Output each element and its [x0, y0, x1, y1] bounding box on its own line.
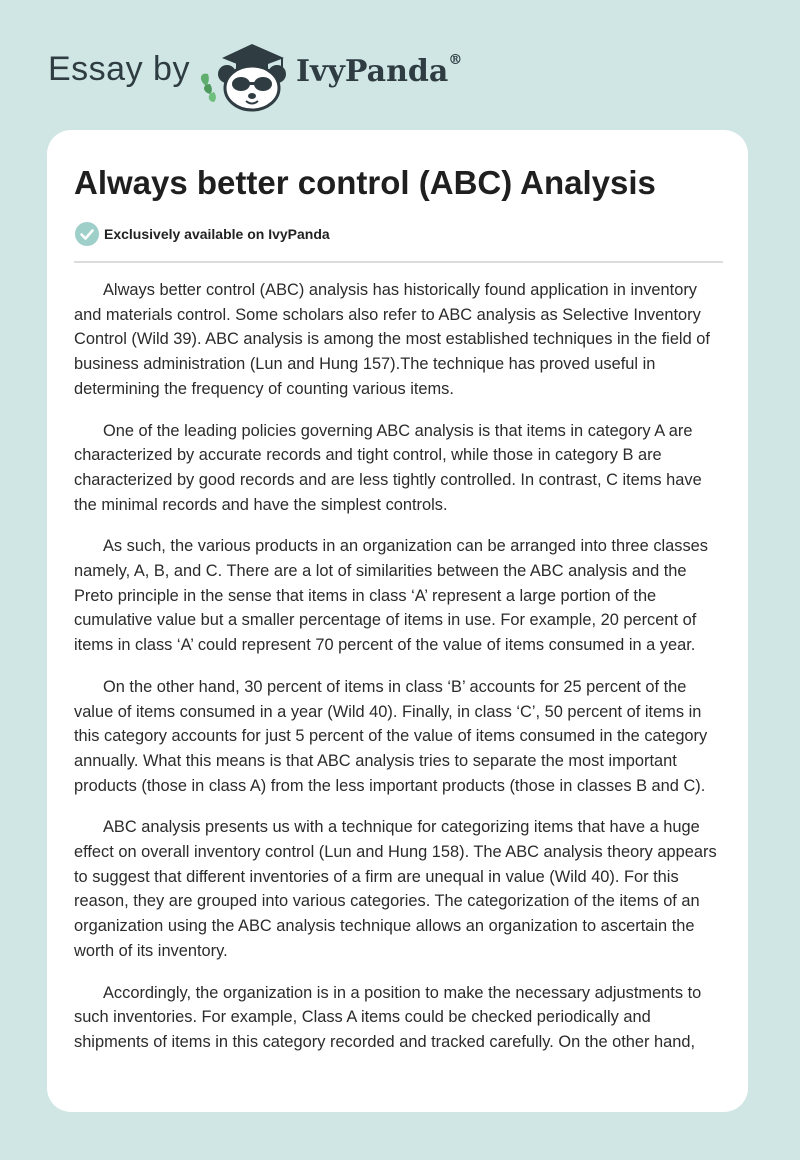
exclusive-badge [74, 221, 330, 247]
paragraph: One of the leading policies governing ABC analysis is that items in category A are characterized by accurate records and tight control, while those in category B are characterized by good records and are less tightly controlled. In contrast, C items have the minimal records and have the simplest controls. [74, 421, 702, 514]
check-circle-icon [74, 221, 100, 247]
essay-body [74, 278, 726, 1072]
title-divider [74, 261, 723, 263]
essay-title: Always better control (ABC) Analysis [74, 164, 656, 201]
panda-logo-icon[interactable] [196, 36, 292, 112]
exclusive-label: Exclusively available on IvyPanda [104, 226, 330, 242]
paragraph: Always better control (ABC) analysis has historically found application in inventory and materials control. Some scholars also refer to ABC analysis as Selective Inventory Control (Wild 39). ABC analysis is among the most established techniques in the field of business administration (Lun and Hung 157).The technique has proved useful in determining the frequency of counting various items. [74, 281, 710, 398]
essay-card [47, 130, 748, 1112]
paragraph: ABC analysis presents us with a technique for categorizing items that have a huge effect on overall inventory control (Lun and Hung 158). The ABC analysis theory appears to suggest that different inventories of a firm are unequal in value (Wild 40). For this reason, they are grouped into various categories. The categorization of the items of an organization using the ABC analysis technique allows an organization to ascertain the worth of its inventory. [74, 818, 717, 960]
brand-text: IvyPanda [296, 54, 449, 89]
paragraph: On the other hand, 30 percent of items in class ‘B’ accounts for 25 percent of the value of items consumed in a year (Wild 40). Finally, in class ‘C’, 50 percent of items in this category accounts for just 5 percent of the value of items consumed in the category annually. What this means is that ABC analysis tries to separate the most important products (those in class A) from the less important products (those in classes B and C). [74, 677, 708, 795]
paragraph: As such, the various products in an organization can be arranged into three classes namely, A, B, and C. There are a lot of similarities between the ABC analysis and the Preto principle in the sense that items in class ‘A’ represent a large portion of the cumulative value but a smaller percentage of items in use. For example, 20 percent of items in class ‘A’ could represent 70 percent of the value of items consumed in a year. [74, 537, 708, 655]
registered-mark: ® [448, 52, 463, 68]
brand-name[interactable] [296, 54, 462, 89]
paragraph: Accordingly, the organization is in a position to make the necessary adjustments to such inventories. For example, Class A items could be checked periodically and shipments of items in this category recorded and tracked carefully. On the other hand, [74, 983, 702, 1051]
essay-by-label: Essay by [48, 50, 190, 88]
site-header [0, 0, 800, 130]
